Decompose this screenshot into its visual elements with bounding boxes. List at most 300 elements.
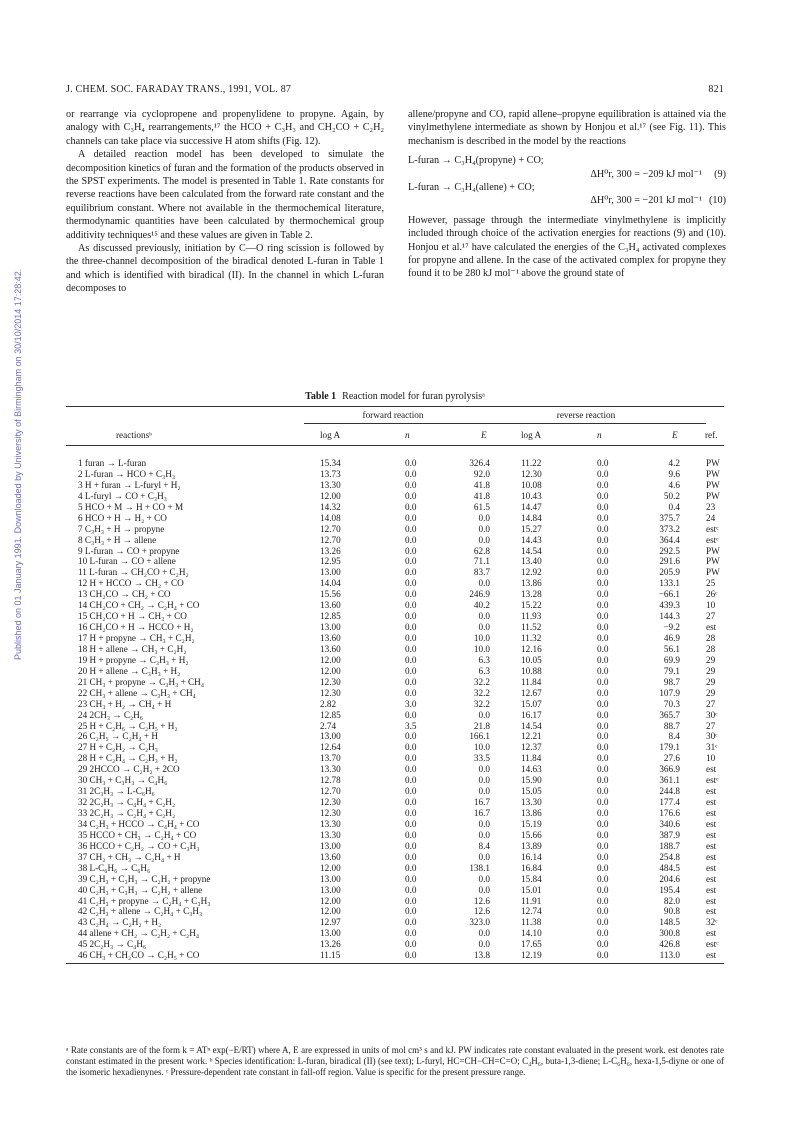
reverse-e-cell: 375.7 [659, 512, 680, 523]
ref-cell: est [706, 840, 717, 851]
header-reverse-n: n [597, 430, 602, 440]
reverse-e-cell: 244.8 [659, 786, 680, 797]
ref-cell: 28 [706, 633, 716, 643]
forward-e-cell: 41.8 [473, 490, 490, 501]
reverse-log-a-cell: 15.22 [521, 600, 542, 611]
reaction-cell: 28 H + C₂H₄ → C₂H₃ + H₂ [78, 753, 178, 764]
left-text-column [66, 108, 384, 296]
forward-e-cell: 0.0 [478, 523, 490, 534]
ref-cell: est [706, 873, 717, 884]
forward-n-cell: 0.0 [405, 797, 417, 808]
forward-e-cell: 0.0 [478, 764, 490, 775]
right-text-column [408, 108, 726, 281]
forward-log-a-cell: 15.56 [320, 589, 341, 600]
reverse-n-cell: 0.0 [597, 654, 609, 665]
forward-log-a-cell: 13.00 [320, 884, 341, 895]
forward-n-cell: 0.0 [405, 654, 417, 665]
table-row [66, 611, 724, 622]
forward-log-a-cell: 12.85 [320, 709, 341, 720]
reverse-e-cell: 82.0 [663, 895, 680, 906]
reverse-e-cell: 204.6 [659, 873, 680, 884]
reverse-log-a-cell: 11.84 [521, 753, 542, 764]
header-forward-log-a: log A [320, 430, 341, 440]
reverse-n-cell: 0.0 [597, 545, 609, 556]
table-row [66, 753, 724, 764]
reverse-e-cell: 177.4 [659, 797, 680, 808]
table-label: Table 1 [305, 391, 337, 402]
reverse-log-a-cell: 14.43 [521, 534, 542, 545]
table-row [66, 764, 724, 775]
forward-n-cell: 0.0 [405, 786, 417, 797]
paragraph: As discussed previously, initiation by C—O ring scission is followed by the three-channel decomposition of the biradical denoted L-furan in Table 1 and which is identified with biradical (II). In the channel in which L-furan decomposes to [66, 243, 384, 295]
paragraph: A detailed reaction model has been developed to simulate the decomposition kinetics of furan and the formation of the products observed in the SPST experiments. The model is presented in Table 1. Rate constants for reverse reactions have been calculated from the forward rate constant and the equilibrium constant. Where not available in the thermochemical literature, thermodynamic quantities have been calculated by thermochemical group additivity techniques¹⁵ and these values are given in Table 2. [66, 149, 384, 241]
forward-n-cell: 0.0 [405, 709, 417, 720]
reverse-n-cell: 0.0 [597, 556, 609, 567]
forward-e-cell: 0.0 [478, 611, 490, 622]
reverse-n-cell: 0.0 [597, 687, 609, 698]
forward-e-cell: 61.5 [473, 501, 490, 512]
forward-n-cell: 0.0 [405, 665, 417, 676]
reverse-group-header: reverse reaction [556, 410, 616, 420]
forward-n-cell: 0.0 [405, 808, 417, 818]
reverse-n-cell: 0.0 [597, 742, 609, 753]
table-footnote: ᵃ Rate constants are of the form k = ATⁿ exp(−E/RT) where A, E are expressed in units of mol cm³ s and kJ. PW indicates rate constant evaluated in the present work. est denotes rate constant estimated in the present work. ᵇ Species identification: L-furan, biradical (II) (see text); L-furyl, HC=CH−CH=C=O; C₄H₆, buta-1,3-diene; L-C₆H₆, hexa-1,5-diyne or one of the isomeric hexadienynes. ᶜ Pressure-dependent rate constant in fall-off region. Value is specific for the present pressure range. [66, 1045, 724, 1077]
paragraph: However, passage through the intermediate vinylmethylene is implicitly included through choice of the activation energies for reactions (9) and (10). Honjou et al.¹⁷ have calculated the energies of the C₃H₄ activated complexes for propyne and allene. In the case of the activated complex for propyne they found it to be 280 kJ mol⁻¹ above the ground state of [408, 214, 726, 280]
forward-e-cell: 32.2 [473, 687, 490, 698]
forward-log-a-cell: 12.30 [320, 687, 341, 698]
reaction-cell: 22 CH₃ + allene → C₃H₃ + CH₄ [78, 687, 196, 698]
reaction-cell: 33 2C₂H₃ → C₂H₄ + C₂H₂ [78, 808, 176, 818]
forward-e-cell: 0.0 [478, 851, 490, 862]
reaction-cell: 34 C₂H₃ + HCCO → C₄H₄ + CO [78, 818, 200, 829]
table-row [66, 885, 724, 896]
reverse-n-cell: 0.0 [597, 479, 609, 490]
reverse-e-cell: 195.4 [659, 884, 680, 895]
forward-log-a-cell: 12.00 [320, 654, 341, 665]
reverse-log-a-cell: 13.40 [521, 556, 542, 567]
reverse-n-cell: 0.0 [597, 808, 609, 818]
forward-e-cell: 10.0 [473, 742, 490, 753]
reverse-n-cell: 0.0 [597, 884, 609, 895]
table-caption [66, 391, 724, 402]
reaction-cell: 18 H + allene → CH₃ + C₂H₂ [78, 643, 187, 654]
reverse-log-a-cell: 17.65 [521, 939, 542, 950]
forward-log-a-cell: 12.85 [320, 611, 341, 622]
reverse-log-a-cell: 13.89 [521, 840, 542, 851]
reverse-e-cell: 113.0 [659, 950, 680, 961]
forward-log-a-cell: 13.60 [320, 600, 341, 611]
reaction-equation-10: L-furan → C₃H₄(allene) + CO; [408, 182, 535, 194]
reverse-n-cell: 0.0 [597, 786, 609, 797]
forward-log-a-cell: 12.70 [320, 534, 341, 545]
reverse-log-a-cell: 14.63 [521, 764, 542, 775]
table-row [66, 906, 724, 917]
ref-cell: 29 [706, 676, 716, 687]
reaction-cell: 1 furan → L-furan [78, 458, 147, 468]
reverse-e-cell: −9.2 [663, 622, 680, 633]
forward-log-a-cell: 12.64 [320, 742, 341, 753]
paragraph: or rearrange via cyclopropene and propenylidene to propyne. Again, by analogy with C₃H₄ rearrangements,¹⁷ the HCO + C₃H₃ and CH₂CO + C₂H₂ channels can take place via successive H atom shifts (Fig. 12). [66, 109, 384, 147]
forward-n-cell: 0.0 [405, 829, 417, 840]
ref-cell: 30ᶜ [706, 709, 718, 720]
table-row [66, 600, 724, 611]
ref-cell: est [706, 818, 717, 829]
reverse-n-cell: 0.0 [597, 753, 609, 764]
forward-log-a-cell: 14.04 [320, 578, 341, 589]
reverse-n-cell: 0.0 [597, 928, 609, 939]
forward-e-cell: 40.2 [473, 600, 490, 611]
forward-n-cell: 0.0 [405, 578, 417, 589]
reverse-n-cell: 0.0 [597, 829, 609, 840]
forward-n-cell: 0.0 [405, 556, 417, 567]
reverse-n-cell: 0.0 [597, 578, 609, 589]
reverse-log-a-cell: 12.67 [521, 687, 542, 698]
forward-log-a-cell: 13.00 [320, 731, 341, 742]
ref-cell: 29 [706, 654, 716, 665]
header-reverse-log-a: log A [521, 430, 542, 440]
ref-cell: 29 [706, 687, 716, 698]
reaction-cell: 19 H + propyne → C₃H₃ + H₂ [78, 654, 189, 665]
reverse-e-cell: 366.9 [659, 764, 680, 775]
table-row [66, 622, 724, 633]
table-row [66, 556, 724, 567]
forward-e-cell: 0.0 [478, 928, 490, 939]
reverse-e-cell: 0.4 [668, 501, 680, 512]
forward-log-a-cell: 13.30 [320, 829, 341, 840]
forward-e-cell: 10.0 [473, 633, 490, 643]
forward-e-cell: 16.7 [473, 808, 490, 818]
forward-n-cell: 0.0 [405, 840, 417, 851]
forward-log-a-cell: 13.60 [320, 851, 341, 862]
reaction-cell: 43 C₂H₄ → C₂H₂ + H₂ [78, 917, 162, 928]
ref-cell: est [706, 786, 717, 797]
table-row [66, 513, 724, 524]
forward-log-a-cell: 13.60 [320, 643, 341, 654]
table-row [66, 830, 724, 841]
forward-log-a-cell: 12.00 [320, 862, 341, 873]
equation-number: (9) [714, 168, 726, 180]
reaction-cell: 15 CH₂CO + H → CH₃ + CO [78, 611, 187, 622]
forward-log-a-cell: 13.60 [320, 633, 341, 643]
reverse-e-cell: 8.4 [668, 731, 680, 742]
reverse-n-cell: 0.0 [597, 764, 609, 775]
forward-n-cell: 0.0 [405, 501, 417, 512]
reverse-log-a-cell: 15.66 [521, 829, 542, 840]
reverse-n-cell: 0.0 [597, 950, 609, 961]
table-title: Reaction model for furan pyrolysisᵃ [342, 391, 485, 402]
forward-log-a-cell: 12.30 [320, 676, 341, 687]
table-row [66, 535, 724, 546]
forward-n-cell: 0.0 [405, 589, 417, 600]
reverse-n-cell: 0.0 [597, 501, 609, 512]
table-row [66, 852, 724, 863]
reaction-cell: 25 H + C₂H₆ → C₂H₅ + H₂ [78, 720, 178, 731]
reverse-n-cell: 0.0 [597, 589, 609, 600]
enthalpy-value: ΔH⁰r, 300 = −209 kJ mol⁻¹ [590, 168, 702, 180]
forward-log-a-cell: 12.70 [320, 523, 341, 534]
table-row [66, 589, 724, 600]
reaction-cell: 16 CH₂CO + H → HCCO + H₂ [78, 622, 194, 633]
forward-log-a-cell: 13.26 [320, 939, 341, 950]
forward-e-cell: 0.0 [478, 512, 490, 523]
forward-e-cell: 0.0 [478, 534, 490, 545]
table-row [66, 578, 724, 589]
ref-cell: 10 [706, 600, 716, 611]
ref-cell: est [706, 764, 717, 775]
forward-log-a-cell: 13.26 [320, 545, 341, 556]
reverse-n-cell: 0.0 [597, 709, 609, 720]
reverse-e-cell: 148.5 [659, 917, 680, 928]
reverse-log-a-cell: 14.54 [521, 545, 542, 556]
ref-cell: estᶜ [706, 775, 719, 786]
reverse-log-a-cell: 12.92 [521, 567, 542, 578]
reaction-cell: 17 H + propyne → CH₃ + C₂H₂ [78, 633, 195, 643]
reaction-cell: 24 2CH₃ → C₂H₆ [78, 709, 143, 720]
forward-log-a-cell: 13.73 [320, 468, 341, 479]
ref-cell: est [706, 622, 717, 633]
reaction-cell: 42 C₂H₃ + allene → C₂H₄ + C₃H₃ [78, 906, 203, 917]
forward-log-a-cell: 12.30 [320, 808, 341, 818]
reaction-cell: 8 C₃H₃ + H → allene [78, 534, 157, 545]
forward-log-a-cell: 15.34 [320, 458, 341, 468]
reverse-e-cell: 300.8 [659, 928, 680, 939]
reverse-e-cell: 292.5 [659, 545, 680, 556]
forward-log-a-cell: 11.15 [320, 950, 341, 961]
forward-e-cell: 326.4 [469, 458, 490, 468]
reverse-log-a-cell: 15.90 [521, 775, 542, 786]
forward-e-cell: 138.1 [469, 862, 490, 873]
ref-cell: 10 [706, 753, 716, 764]
forward-n-cell: 0.0 [405, 633, 417, 643]
forward-n-cell: 3.0 [405, 698, 417, 709]
forward-e-cell: 0.0 [478, 709, 490, 720]
table-row [66, 863, 724, 874]
reverse-log-a-cell: 10.08 [521, 479, 542, 490]
reverse-e-cell: 426.8 [659, 939, 680, 950]
paragraph: allene/propyne and CO, rapid allene–propyne equilibration is attained via the vinylmethylene intermediate as shown by Honjou et al.¹⁷ (see Fig. 11). This mechanism is described in the model by the reactions [408, 109, 726, 147]
forward-log-a-cell: 12.00 [320, 906, 341, 917]
reverse-log-a-cell: 11.32 [521, 633, 542, 643]
ref-cell: 25 [706, 578, 716, 589]
forward-e-cell: 0.0 [478, 775, 490, 786]
reaction-cell: 3 H + furan → L-furyl + H₂ [78, 479, 181, 490]
reaction-cell: 6 HCO + H → H₂ + CO [78, 512, 167, 523]
forward-log-a-cell: 13.30 [320, 479, 341, 490]
forward-e-cell: 0.0 [478, 818, 490, 829]
reverse-log-a-cell: 14.47 [521, 501, 542, 512]
enthalpy-line-10 [408, 194, 726, 207]
reverse-e-cell: 107.9 [659, 687, 680, 698]
reverse-e-cell: 439.3 [659, 600, 680, 611]
forward-e-cell: 0.0 [478, 873, 490, 884]
table-bottom-rule [66, 963, 724, 964]
forward-e-cell: 71.1 [473, 556, 490, 567]
forward-e-cell: 8.4 [478, 840, 490, 851]
reverse-log-a-cell: 11.52 [521, 622, 542, 633]
reaction-cell: 36 HCCO + C₂H₂ → CO + C₃H₃ [78, 840, 200, 851]
reverse-e-cell: 205.9 [659, 567, 680, 578]
reaction-cell: 29 2HCCO → C₂H₂ + 2CO [78, 764, 180, 775]
reaction-cell: 4 L-furyl → CO + C₃H₃ [78, 490, 167, 501]
header-reverse-e: E [672, 430, 678, 440]
reverse-e-cell: 56.1 [663, 643, 680, 654]
reverse-n-cell: 0.0 [597, 534, 609, 545]
ref-cell: PW [706, 479, 720, 490]
ref-cell: PW [706, 468, 720, 479]
forward-n-cell: 0.0 [405, 742, 417, 753]
reaction-cell: 30 CH₃ + C₃H₃ → C₄H₆ [78, 775, 168, 786]
ref-cell: 27 [706, 720, 716, 731]
reverse-e-cell: 387.9 [659, 829, 680, 840]
table-row [66, 655, 724, 666]
table-row [66, 928, 724, 939]
header-ref: ref. [705, 430, 718, 440]
reverse-log-a-cell: 12.37 [521, 742, 542, 753]
forward-e-cell: 21.8 [473, 720, 490, 731]
forward-log-a-cell: 13.70 [320, 753, 341, 764]
forward-n-cell: 0.0 [405, 622, 417, 633]
ref-cell: est [706, 862, 717, 873]
reverse-log-a-cell: 11.38 [521, 917, 542, 928]
reverse-e-cell: 70.3 [663, 698, 680, 709]
reverse-n-cell: 0.0 [597, 633, 609, 643]
ref-cell: 29 [706, 665, 716, 676]
reaction-cell: 13 CH₂CO → CH₂ + CO [78, 589, 171, 600]
reverse-log-a-cell: 11.22 [521, 458, 542, 468]
table-row [66, 841, 724, 852]
table-row [66, 524, 724, 535]
page-number: 821 [708, 84, 724, 95]
reaction-cell: 40 C₂H₃ + C₃H₃ → C₂H₂ + allene [78, 884, 203, 895]
reaction-cell: 11 L-furan → CH₂CO + C₂H₂ [78, 567, 189, 578]
reverse-log-a-cell: 14.84 [521, 512, 542, 523]
table-body [66, 458, 724, 964]
forward-log-a-cell: 13.30 [320, 818, 341, 829]
table-row [66, 775, 724, 786]
reverse-e-cell: 90.8 [663, 906, 680, 917]
reverse-log-a-cell: 12.16 [521, 643, 542, 654]
reverse-log-a-cell: 15.27 [521, 523, 542, 534]
reverse-e-cell: 340.6 [659, 818, 680, 829]
reverse-e-cell: 188.7 [659, 840, 680, 851]
reaction-cell: 14 CH₂CO + CH₂ → C₂H₄ + CO [78, 600, 200, 611]
ref-cell: est [706, 928, 717, 939]
table-row [66, 917, 724, 928]
ref-cell: PW [706, 567, 720, 578]
reverse-e-cell: 179.1 [659, 742, 680, 753]
reverse-e-cell: 364.4 [659, 534, 680, 545]
forward-n-cell: 0.0 [405, 950, 417, 961]
table-row [66, 546, 724, 557]
ref-cell: 27 [706, 611, 716, 622]
forward-e-cell: 83.7 [473, 567, 490, 578]
forward-e-cell: 0.0 [478, 884, 490, 895]
reverse-n-cell: 0.0 [597, 873, 609, 884]
table-row [66, 819, 724, 830]
table-header-rule [66, 445, 724, 446]
forward-log-a-cell: 12.95 [320, 556, 341, 567]
reverse-log-a-cell: 14.10 [521, 928, 542, 939]
reverse-n-cell: 0.0 [597, 917, 609, 928]
reverse-e-cell: 133.1 [659, 578, 680, 589]
table-row [66, 688, 724, 699]
enthalpy-value: ΔH⁰r, 300 = −201 kJ mol⁻¹ [590, 195, 702, 207]
ref-cell: 28 [706, 643, 716, 654]
reaction-cell: 44 allene + CH₂ → C₂H₂ + C₂H₄ [78, 928, 200, 939]
reverse-log-a-cell: 15.01 [521, 884, 542, 895]
forward-n-cell: 0.0 [405, 764, 417, 775]
table-top-rule [66, 406, 724, 407]
reverse-log-a-cell: 15.05 [521, 786, 542, 797]
ref-cell: est [706, 851, 717, 862]
reverse-e-cell: 69.9 [663, 654, 680, 665]
forward-n-cell: 0.0 [405, 687, 417, 698]
forward-log-a-cell: 13.00 [320, 567, 341, 578]
forward-e-cell: 0.0 [478, 829, 490, 840]
forward-n-cell: 0.0 [405, 862, 417, 873]
forward-log-a-cell: 14.32 [320, 501, 341, 512]
forward-log-a-cell: 12.70 [320, 786, 341, 797]
table-row [66, 710, 724, 721]
forward-n-cell: 0.0 [405, 600, 417, 611]
reaction-cell: 38 L-C₆H₆ → C₆H₆ [78, 862, 151, 873]
enthalpy-line-9 [408, 168, 726, 181]
forward-e-cell: 62.8 [473, 545, 490, 556]
forward-n-cell: 0.0 [405, 567, 417, 578]
forward-e-cell: 10.0 [473, 643, 490, 654]
reverse-e-cell: 79.1 [663, 665, 680, 676]
table-row [66, 797, 724, 808]
ref-cell: 30ᶜ [706, 731, 718, 742]
forward-n-cell: 0.0 [405, 468, 417, 479]
reverse-log-a-cell: 15.84 [521, 873, 542, 884]
table-row [66, 699, 724, 710]
reverse-e-cell: 50.2 [663, 490, 680, 501]
reverse-log-a-cell: 13.86 [521, 578, 542, 589]
forward-log-a-cell: 12.78 [320, 775, 341, 786]
reaction-cell: 37 CH₂ + CH₃ → C₂H₄ + H [78, 851, 181, 862]
reverse-e-cell: 373.2 [659, 523, 680, 534]
forward-e-cell: 33.5 [473, 753, 490, 764]
reverse-log-a-cell: 12.74 [521, 906, 542, 917]
reverse-log-a-cell: 12.30 [521, 468, 542, 479]
forward-e-cell: 12.6 [473, 906, 490, 917]
ref-cell: est [706, 906, 717, 917]
reverse-log-a-cell: 10.43 [521, 490, 542, 501]
reverse-n-cell: 0.0 [597, 775, 609, 786]
reverse-n-cell: 0.0 [597, 895, 609, 906]
reverse-log-a-cell: 15.19 [521, 818, 542, 829]
reverse-log-a-cell: 10.88 [521, 665, 542, 676]
reverse-log-a-cell: 16.17 [521, 709, 542, 720]
reaction-equation-9: L-furan → C₃H₄(propyne) + CO; [408, 155, 544, 167]
reverse-log-a-cell: 12.19 [521, 950, 542, 961]
forward-e-cell: 246.9 [469, 589, 490, 600]
reverse-group-rule [466, 423, 706, 424]
forward-e-cell: 32.2 [473, 676, 490, 687]
forward-n-cell: 0.0 [405, 523, 417, 534]
reverse-log-a-cell: 15.07 [521, 698, 542, 709]
forward-log-a-cell: 12.00 [320, 895, 341, 906]
table-row [66, 742, 724, 753]
reverse-n-cell: 0.0 [597, 906, 609, 917]
reverse-log-a-cell: 13.28 [521, 589, 542, 600]
reverse-e-cell: 361.1 [659, 775, 680, 786]
ref-cell: est [706, 829, 717, 840]
reaction-cell: 23 CH₃ + H₂ → CH₄ + H [78, 698, 172, 709]
table-row [66, 731, 724, 742]
forward-n-cell: 0.0 [405, 643, 417, 654]
